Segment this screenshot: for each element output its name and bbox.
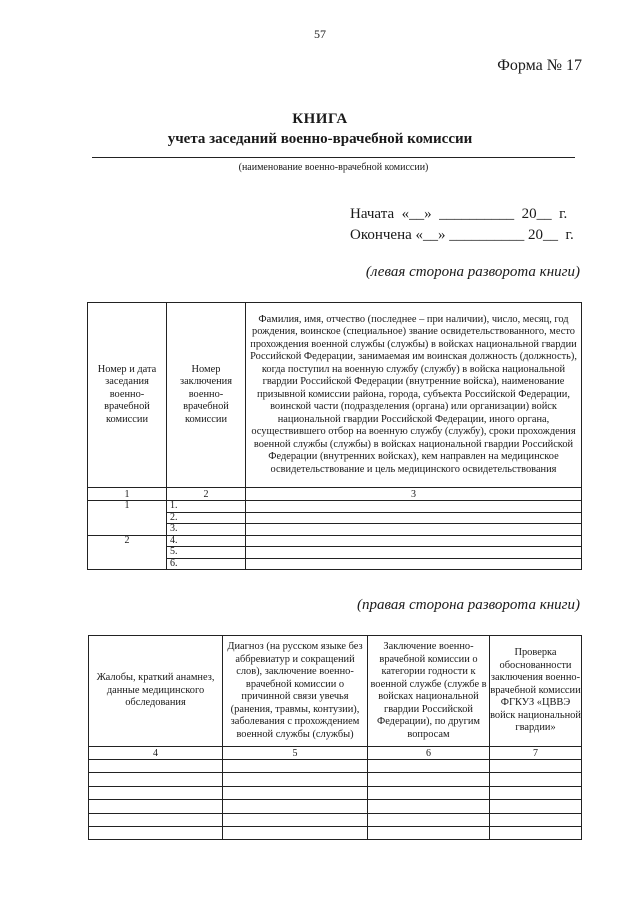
table-cell [89, 826, 223, 839]
table-cell [223, 760, 368, 773]
column-number: 7 [490, 747, 582, 760]
table-cell [223, 786, 368, 799]
table-cell [89, 760, 223, 773]
table-cell [89, 786, 223, 799]
table-cell [89, 773, 223, 786]
header-conclusion-number: Номер заключения военно-врачебной комиссии [167, 303, 246, 488]
table-cell [89, 800, 223, 813]
conclusion-number-cell: 4. [167, 535, 246, 547]
header-fitness-conclusion: Заключение военно-врачебной комиссии о категории годности к военной службе (службе в войсках национальной гвардии Российской Федерации), по другим вопросам [368, 636, 490, 747]
header-person-details: Фамилия, имя, отчество (последнее – при наличии), число, месяц, год рождения, воинское (специальное) звание освидетельствованного, место прохождения военной службы (службы) в войсках национальной гвардии Российской Федерации, занимаемая им воинская должность (должность), когда поступил на военную службу (службу) в войска национальной гвардии Российской Федерации (внутренние войска), наименование призывной комиссии района, города, субъекта Российской Федерации, воинской части (подразделения (органа) или организации) войск национальной гвардии Российской Федерации, иного органа, осуществившего отбор на военную службу (службу), сроки прохождения военной службы (службы) в войсках национальной гвардии Российской Федерации (внутренних войсках), кем направлен на медицинское освидетельствование и цель медицинского освидетельствования [246, 303, 582, 488]
column-number: 6 [368, 747, 490, 760]
table-row [89, 800, 582, 813]
right-register-table [88, 635, 582, 840]
commission-name-caption: (наименование военно-врачебной комиссии) [238, 162, 429, 173]
table-cell [368, 786, 490, 799]
table-cell [368, 800, 490, 813]
header-verification: Проверка обоснованности заключения военно-врачебной комиссии ФГКУЗ «ЦВВЭ войск национальной гвардии» [490, 636, 582, 747]
document-title: КНИГА [292, 111, 348, 127]
table-cell [368, 826, 490, 839]
form-number: Форма № 17 [497, 57, 582, 74]
conclusion-number-cell: 3. [167, 524, 246, 536]
table-cell [490, 786, 582, 799]
conclusion-number-cell: 1. [167, 501, 246, 513]
table-row [89, 786, 582, 799]
table-cell [89, 813, 223, 826]
session-group-cell: 1 [88, 501, 167, 536]
details-cell [246, 558, 582, 570]
table-cell [223, 773, 368, 786]
conclusion-number-cell: 5. [167, 547, 246, 559]
table-cell [223, 800, 368, 813]
details-cell [246, 524, 582, 536]
right-side-label: (правая сторона разворота книги) [356, 597, 580, 613]
header-complaints: Жалобы, краткий анамнез, данные медицинского обследования [89, 636, 223, 747]
column-number: 4 [89, 747, 223, 760]
table-row [89, 813, 582, 826]
table-cell [223, 813, 368, 826]
column-number: 1 [88, 488, 167, 501]
session-group-cell: 2 [88, 535, 167, 570]
header-diagnosis: Диагноз (на русском языке без аббревиатур и сокращений слов), заключение военно-врачебной комиссии о причинной связи увечья (ранения, травмы, контузии), заболевания с прохождением военной службы (службы) [223, 636, 368, 747]
left-side-label: (левая сторона разворота книги) [365, 264, 580, 280]
details-cell [246, 512, 582, 524]
table-cell [490, 773, 582, 786]
ended-date-line: Окончена «__» __________ 20__ г. [350, 227, 574, 243]
started-date-line: Начата «__» __________ 20__ г. [350, 206, 568, 222]
table-cell [490, 813, 582, 826]
header-session-number: Номер и дата заседания военно-врачебной комиссии [88, 303, 167, 488]
page-number: 57 [314, 27, 326, 41]
table-cell [490, 800, 582, 813]
conclusion-number-cell: 6. [167, 558, 246, 570]
details-cell [246, 501, 582, 513]
document-subtitle: учета заседаний военно-врачебной комиссии [167, 131, 473, 147]
details-cell [246, 547, 582, 559]
table-cell [368, 813, 490, 826]
column-number: 3 [246, 488, 582, 501]
table-row [89, 773, 582, 786]
table-cell [223, 826, 368, 839]
table-row [89, 826, 582, 839]
left-register-table [87, 302, 582, 570]
commission-name-line [92, 157, 575, 158]
details-cell [246, 535, 582, 547]
table-cell [368, 760, 490, 773]
right-table-body [89, 760, 582, 840]
table-row [89, 760, 582, 773]
table-cell [490, 826, 582, 839]
column-number: 2 [167, 488, 246, 501]
conclusion-number-cell: 2. [167, 512, 246, 524]
column-number: 5 [223, 747, 368, 760]
table-cell [490, 760, 582, 773]
table-cell [368, 773, 490, 786]
